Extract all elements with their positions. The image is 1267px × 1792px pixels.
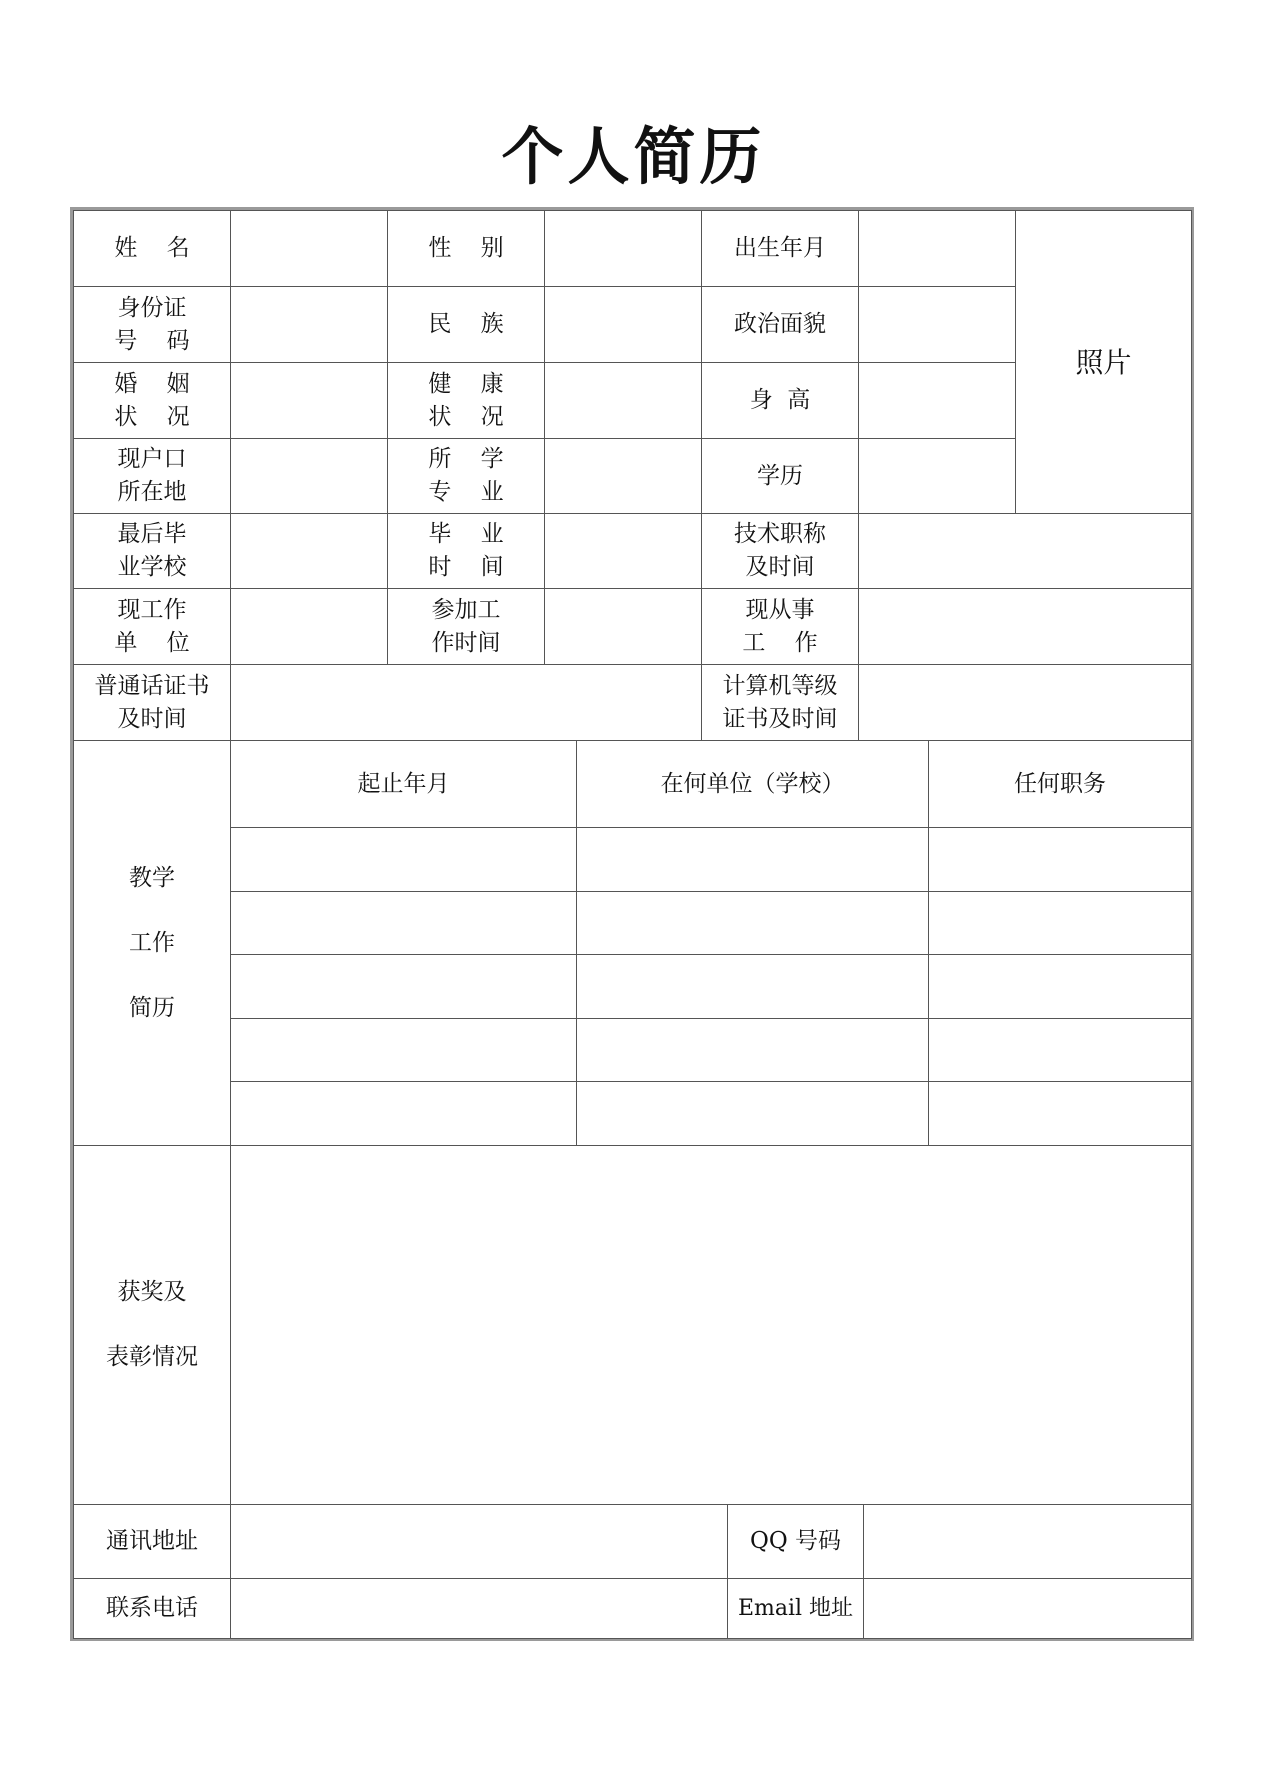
marital-field[interactable] — [230, 362, 388, 439]
work-start-field[interactable] — [544, 588, 702, 665]
history-header-2: 在何单位（学校） — [576, 740, 929, 828]
label-computer: 计算机等级 证书及时间 — [701, 664, 859, 741]
id-field[interactable] — [230, 286, 388, 363]
label-work-history-line-3: 简历 — [129, 994, 175, 1021]
label-grad-time: 毕 业 时 间 — [387, 513, 545, 589]
gender-field[interactable] — [544, 210, 702, 287]
label-work-history-line-2: 工作 — [129, 929, 175, 956]
address-field[interactable] — [230, 1504, 728, 1579]
label-current-job: 现从事 工 作 — [701, 588, 859, 665]
label-tech-title: 技术职称 及时间 — [701, 513, 859, 589]
label-work-history — [73, 740, 231, 1146]
label-gender: 性 别 — [387, 210, 545, 287]
label-work-unit: 现工作 单 位 — [73, 588, 231, 665]
label-school: 最后毕 业学校 — [73, 513, 231, 589]
label-awards-line-1: 获奖及 — [117, 1279, 187, 1305]
current-job-field[interactable] — [858, 588, 1192, 665]
ethnicity-field[interactable] — [544, 286, 702, 363]
school-field[interactable] — [230, 513, 388, 589]
label-education: 学历 — [701, 438, 859, 514]
label-ethnicity: 民 族 — [387, 286, 545, 363]
household-field[interactable] — [230, 438, 388, 514]
phone-field[interactable] — [230, 1578, 728, 1639]
label-household: 现户口 所在地 — [73, 438, 231, 514]
history-header-3: 任何职务 — [928, 740, 1192, 828]
photo-box[interactable]: 照片 — [1015, 210, 1192, 514]
education-field[interactable] — [858, 438, 1016, 514]
label-marital: 婚 姻 状 况 — [73, 362, 231, 439]
label-political: 政治面貌 — [701, 286, 859, 363]
history-cell-r1-c1[interactable] — [230, 827, 577, 892]
tech-title-field[interactable] — [858, 513, 1192, 589]
history-cell-r1-c3[interactable] — [928, 827, 1192, 892]
history-cell-r5-c2[interactable] — [576, 1081, 929, 1146]
label-email: Email 地址 — [727, 1578, 864, 1639]
history-cell-r4-c2[interactable] — [576, 1018, 929, 1082]
label-major: 所 学 专 业 — [387, 438, 545, 514]
qq-field[interactable] — [863, 1504, 1192, 1579]
history-cell-r3-c3[interactable] — [928, 954, 1192, 1019]
label-awards-line-2: 表彰情况 — [106, 1344, 198, 1370]
email-field[interactable] — [863, 1578, 1192, 1639]
awards-field[interactable] — [230, 1145, 1192, 1505]
mandarin-field[interactable] — [230, 664, 702, 741]
history-cell-r5-c1[interactable] — [230, 1081, 577, 1146]
height-field[interactable] — [858, 362, 1016, 439]
name-field[interactable] — [230, 210, 388, 287]
history-cell-r5-c3[interactable] — [928, 1081, 1192, 1146]
major-field[interactable] — [544, 438, 702, 514]
label-health: 健 康 状 况 — [387, 362, 545, 439]
history-header-1: 起止年月 — [230, 740, 577, 828]
history-cell-r2-c2[interactable] — [576, 891, 929, 955]
label-address: 通讯地址 — [73, 1504, 231, 1579]
label-id: 身份证 号 码 — [73, 286, 231, 363]
birth-field[interactable] — [858, 210, 1016, 287]
history-cell-r2-c3[interactable] — [928, 891, 1192, 955]
history-cell-r3-c2[interactable] — [576, 954, 929, 1019]
work-unit-field[interactable] — [230, 588, 388, 665]
computer-field[interactable] — [858, 664, 1192, 741]
label-qq: QQ 号码 — [727, 1504, 864, 1579]
history-cell-r3-c1[interactable] — [230, 954, 577, 1019]
label-height: 身 高 — [701, 362, 859, 439]
history-cell-r2-c1[interactable] — [230, 891, 577, 955]
label-phone: 联系电话 — [73, 1578, 231, 1639]
page-title: 个人简历 — [501, 120, 766, 193]
history-cell-r4-c3[interactable] — [928, 1018, 1192, 1082]
grad-time-field[interactable] — [544, 513, 702, 589]
label-mandarin: 普通话证书 及时间 — [73, 664, 231, 741]
label-birth: 出生年月 — [701, 210, 859, 287]
political-field[interactable] — [858, 286, 1016, 363]
label-name: 姓 名 — [73, 210, 231, 287]
history-cell-r1-c2[interactable] — [576, 827, 929, 892]
history-cell-r4-c1[interactable] — [230, 1018, 577, 1082]
health-field[interactable] — [544, 362, 702, 439]
label-work-start: 参加工 作时间 — [387, 588, 545, 665]
label-work-history-line-1: 教学 — [129, 864, 175, 891]
label-awards — [73, 1145, 231, 1505]
